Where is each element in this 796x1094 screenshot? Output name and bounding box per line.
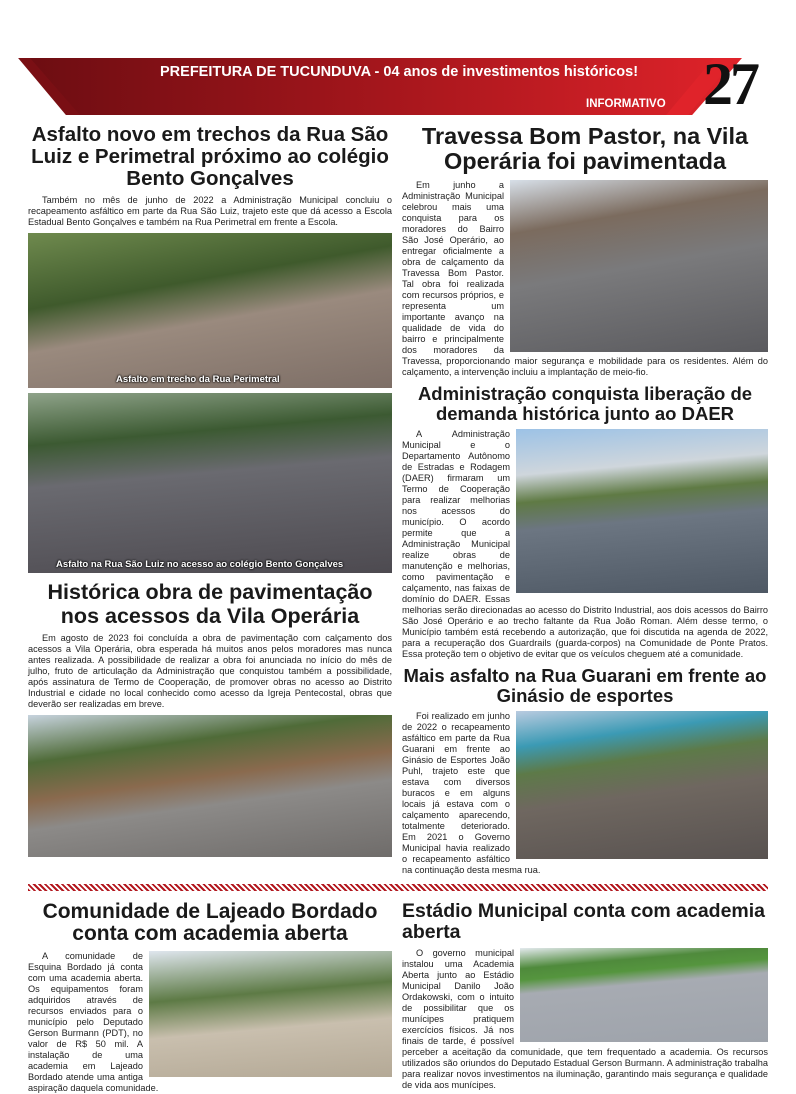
photo-rua-perimetral xyxy=(28,233,392,388)
article-body-lajeado-bordado: A comunidade de Esquina Bordado já conta com uma academia aberta. Os equipamentos foram adquiridos através de recursos enviados para o município pelo Deputado Gerson Burmann (PDT), no valor de R$ 50 mil. A instalação de uma academia em Lajeado Bordado atende uma antiga aspiração daquela comunidade. xyxy=(28,950,159,1093)
headline-lajeado-bordado: Comunidade de Lajeado Bordado conta com academia aberta xyxy=(42,899,378,946)
photo-academia-lajeado xyxy=(149,951,392,1077)
photo-academia-estadio xyxy=(520,948,768,1042)
photo-caption: Asfalto na Rua São Luiz no acesso ao colégio Bento Gonçalves xyxy=(56,559,344,571)
top-section xyxy=(0,120,796,876)
photo-caption: Asfalto em trecho da Rua Perimetral xyxy=(116,374,280,386)
left-column-bottom xyxy=(28,897,392,1094)
right-column-bottom xyxy=(402,897,768,1094)
section-divider xyxy=(28,884,768,891)
photo-rua-sao-luiz xyxy=(28,393,392,573)
headline-travessa-bom-pastor: Travessa Bom Pastor, na Vila Operária foi pavimentada xyxy=(421,123,749,175)
article-body-sao-luiz: Também no mês de junho de 2022 a Administração Municipal concluiu o recapeamento asfáltico em parte da Rua São Luiz, trajeto este que dá acesso a Escola Estadual Bento Gonçalves e também na Rua Perimetral em frente a Escola. xyxy=(28,195,392,228)
banner-title: PREFEITURA DE TUCUNDUVA - 04 anos de investimentos históricos! xyxy=(160,64,639,80)
article-body-estadio: O governo municipal instalou uma Academia Aberta junto ao Estádio Municipal Danilo João Ordakowski, com o intuito de possibilitar que os munícipes pratiquem exercícios físicos. Já nos finais de tarde, é possível perceber a aceitação da comunidade, que tem frequentado a academia. Os recursos utilizados são oriundos do Deputado Estadual Gerson Burmann. A administração trabalha para realizar novos investimentos na iluminação, garantindo mais segurança e qualidade de vida aos munícipes. xyxy=(402,947,768,1090)
article-body-rua-guarani: Foi realizado em junho de 2022 o recapeamento asfáltico em parte da Rua Guarani em frente ao Ginásio de Esportes João Puhl, trajeto este que estava com diversos buracos e em alguns locais já estava com o calçamento aparecendo, totalmente deteriorado. Em 2021 o Governo Municipal havia realizado o recapeamento asfáltico na continuação desta mesma rua. xyxy=(402,710,541,875)
headline-rua-guarani: Mais asfalto na Rua Guarani em frente ao Ginásio de esportes xyxy=(403,664,767,706)
left-column xyxy=(28,120,392,876)
headline-daer: Administração conquista liberação de demanda histórica junto ao DAER xyxy=(417,382,753,424)
article-body-daer: A Administração Municipal e o Departamento Autônomo de Estradas e Rodagem (DAER) firmaram um Termo de Cooperação para realizar melhorias nos acessos do município. O acordo permite que a Administração Municipal realize obras de manutenção e melhorias, como pavimentação e calçamento, nas faixas de domínio do DAER. Essas melhorias serão direcionadas ao acesso do Distrito Industrial, aos dois acessos do Bairro São José Operário e ao trecho faltante da Rua João Roman. Além desse termo, o Município também está recebendo a autorização, que foi discutida na agenda de 2022, para a recuperação dos Guardrails (guarda-corpos) na Comunidade de Ponte Pratos. Essa proteção tem o objetivo de evitar que os veículos cheguem até a comunidade. xyxy=(402,428,768,659)
article-lajeado-bordado xyxy=(28,951,392,1094)
photo-travessa-bom-pastor xyxy=(510,180,768,352)
article-travessa-bom-pastor xyxy=(402,180,768,378)
section-label: INFORMATIVO xyxy=(586,98,666,110)
headline-estadio-municipal: Estádio Municipal conta com academia aberta xyxy=(402,899,766,943)
headline-vila-operaria: Histórica obra de pavimentação nos acessos da Vila Operária xyxy=(47,580,373,628)
photo-vila-operaria xyxy=(28,715,392,857)
article-estadio-municipal xyxy=(402,948,768,1091)
bottom-section xyxy=(0,897,796,1094)
page-number: 27 xyxy=(703,51,757,117)
article-body-vila-operaria: Em agosto de 2023 foi concluída a obra de pavimentação com calçamento dos acessos a Vila Operária, obra esperada há muitos anos pelos moradores mas nunca antes realizada. A possibilidade de realizar a obra foi anunciada no início do mês de julho, fruto de articulação da Administração que conquistou também a possibilidade, após assinatura de Termo de Cooperação, de promover obras no acesso ao Distrito Industrial e cidade no local conhecido como acesso da Igreja Pentecostal, obras que deverão ser realizadas em breve. xyxy=(28,632,392,709)
article-rua-guarani xyxy=(402,711,768,876)
photo-daer xyxy=(516,429,768,593)
header-banner xyxy=(0,0,796,120)
right-column xyxy=(402,120,768,876)
article-body-travessa: Em junho a Administração Municipal celebrou mais uma conquista para os moradores do Bairro São José Operário, ao entregar oficialmente a obra de calçamento da Travessa Bom Pastor. Tal obra foi realizada com recursos próprios, e representa um importante avanço na qualidade de vida do bairro e principalmente dos moradores da Travessa, proporcionando maior segurança e mobilidade para os residentes. Além do calçamento, a intervenção incluiu a implantação de meio-fio. xyxy=(402,179,768,377)
article-daer xyxy=(402,429,768,660)
photo-rua-guarani xyxy=(516,711,768,859)
headline-sao-luiz: Asfalto novo em trechos da Rua São Luiz e Perimetral próximo ao colégio Bento Gonçalves xyxy=(31,123,389,191)
